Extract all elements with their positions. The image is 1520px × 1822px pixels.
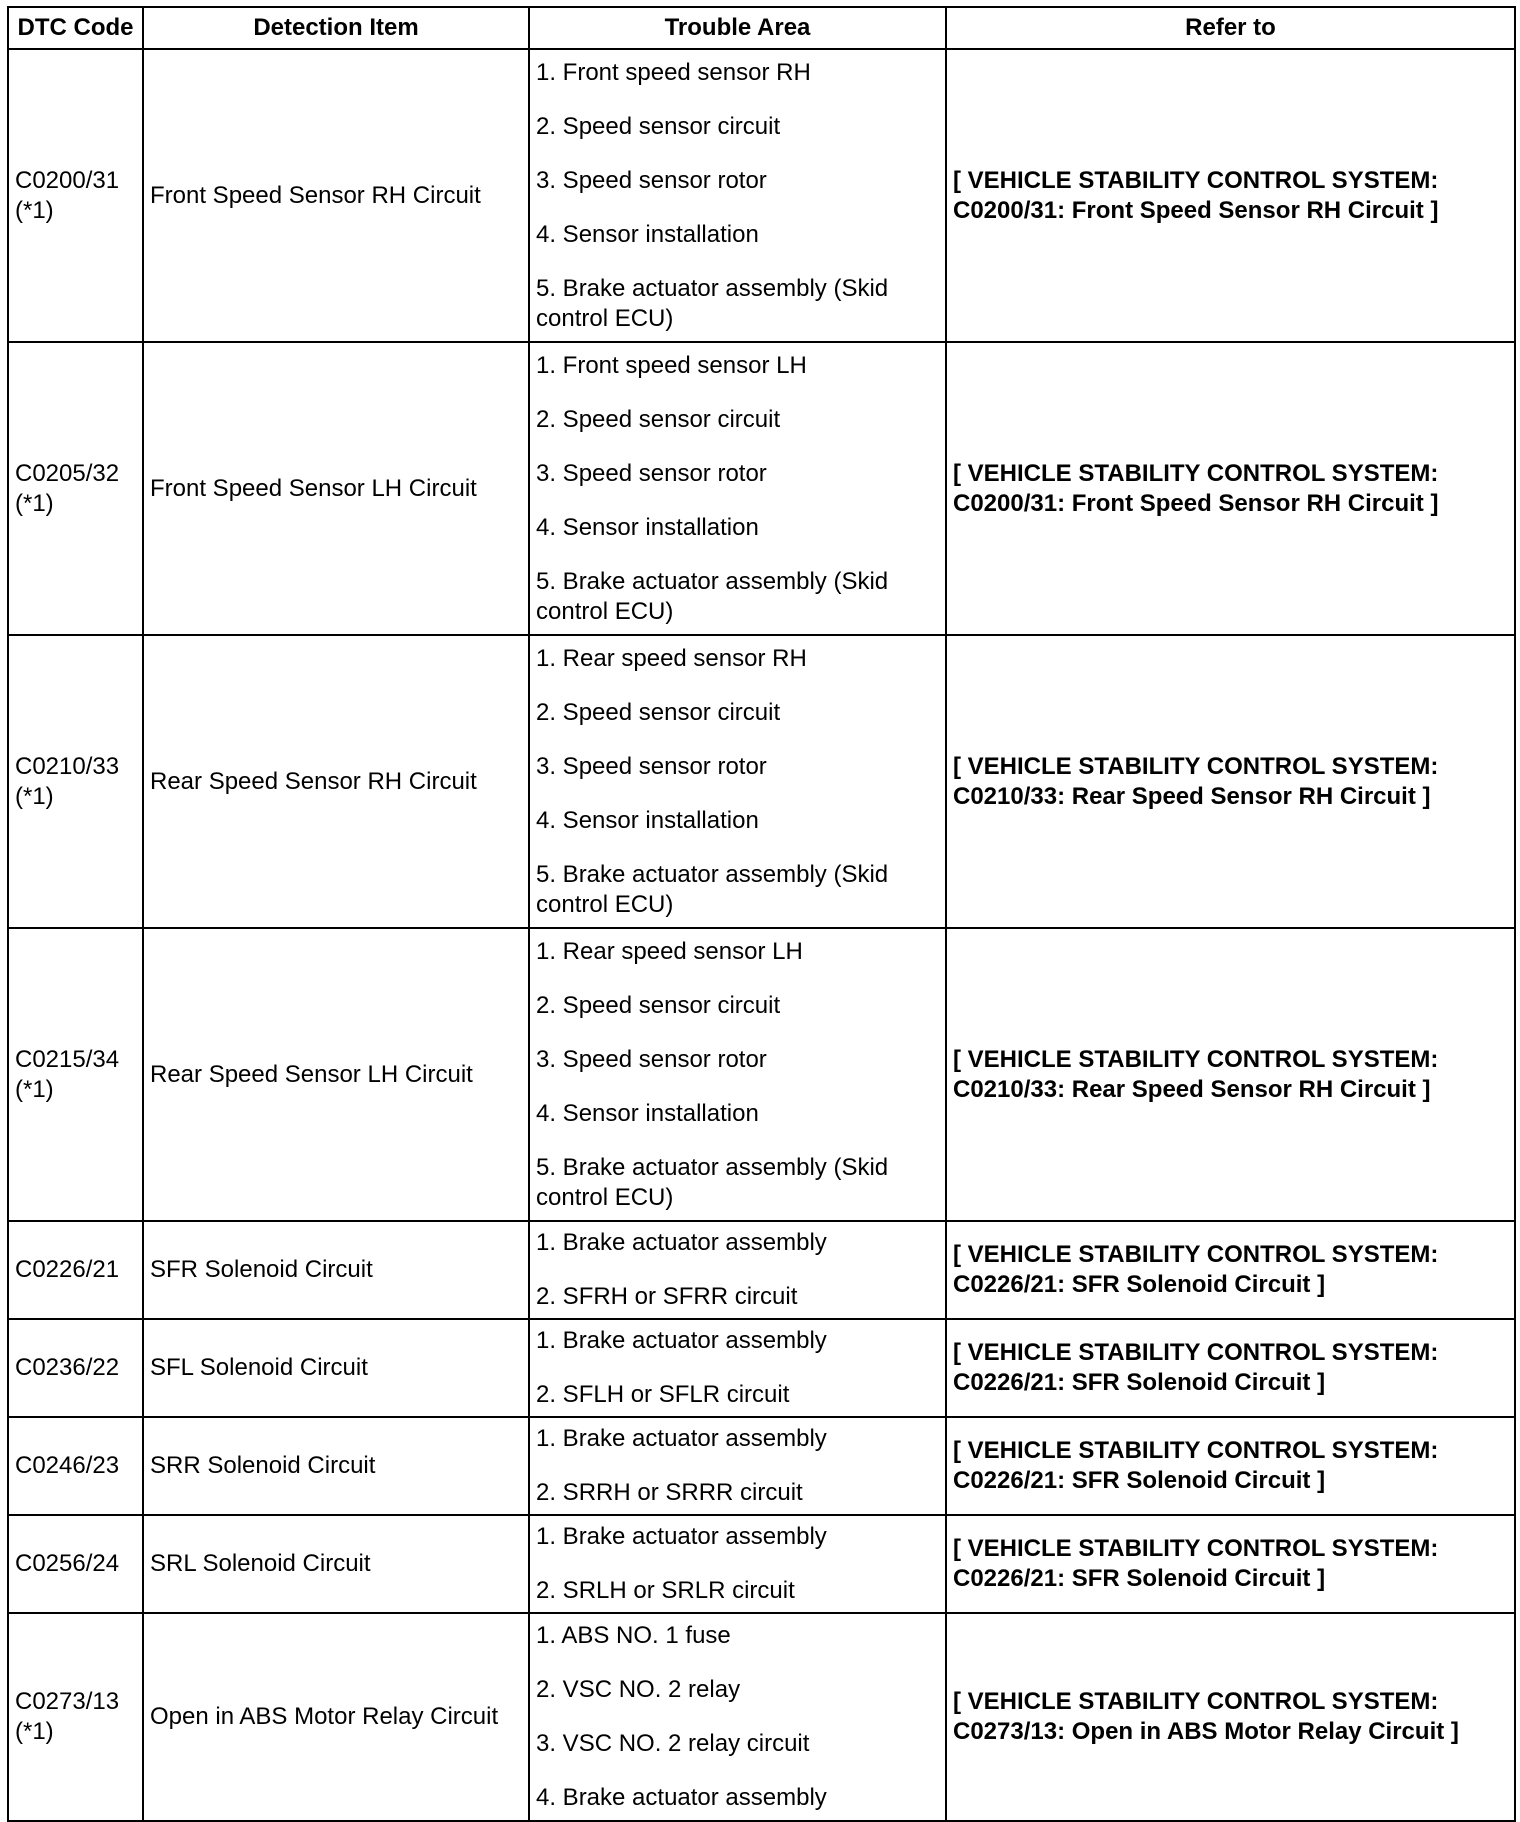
table-row: [8, 1613, 1515, 1821]
trouble-area-cell: [529, 635, 946, 928]
dtc-note: (*1): [15, 782, 54, 810]
trouble-area-item: 4. Sensor installation: [536, 513, 759, 541]
refer-to-link[interactable]: [ VEHICLE STABILITY CONTROL SYSTEM:: [953, 1339, 1439, 1366]
detection-item: SFL Solenoid Circuit: [143, 1319, 529, 1417]
dtc-code: C0210/33: [15, 752, 120, 780]
trouble-area-cell: [529, 1221, 946, 1319]
trouble-area-item: 2. SFRH or SFRR circuit: [536, 1283, 798, 1310]
dtc-code-cell: [8, 635, 143, 928]
dtc-code-cell: [8, 342, 143, 635]
trouble-area-item: 4. Sensor installation: [536, 1099, 759, 1127]
header-detection-item: Detection Item: [143, 7, 529, 49]
trouble-area-item: 5. Brake actuator assembly (Skid control ECU): [536, 274, 889, 332]
refer-to-link[interactable]: [ VEHICLE STABILITY CONTROL SYSTEM:: [953, 1535, 1439, 1562]
refer-to-link[interactable]: [ VEHICLE STABILITY CONTROL SYSTEM:: [953, 459, 1439, 487]
trouble-area-cell: [529, 1613, 946, 1821]
dtc-code: C0273/13: [15, 1688, 120, 1715]
refer-to-link[interactable]: [ VEHICLE STABILITY CONTROL SYSTEM:: [953, 1045, 1439, 1073]
table-row: [8, 928, 1515, 1221]
trouble-area-item: 3. VSC NO. 2 relay circuit: [536, 1730, 810, 1757]
dtc-code: C0246/23: [15, 1452, 120, 1479]
refer-to-cell[interactable]: [946, 1613, 1515, 1821]
trouble-area-item: 5. Brake actuator assembly (Skid control ECU): [536, 567, 889, 625]
refer-to-cell[interactable]: [946, 1417, 1515, 1515]
dtc-note: (*1): [15, 196, 54, 224]
table-row: [8, 1515, 1515, 1613]
refer-to-link[interactable]: C0226/21: SFR Solenoid Circuit ]: [953, 1271, 1326, 1298]
trouble-area-cell: [529, 49, 946, 342]
trouble-area-item: 1. Front speed sensor RH: [536, 58, 811, 86]
dtc-code: C0236/22: [15, 1354, 120, 1381]
dtc-note: (*1): [15, 1718, 54, 1745]
header-trouble-area: Trouble Area: [529, 7, 946, 49]
detection-item: Front Speed Sensor RH Circuit: [143, 49, 529, 342]
refer-to-cell[interactable]: [946, 635, 1515, 928]
table-row: [8, 342, 1515, 635]
table-row: [8, 49, 1515, 342]
detection-item: Rear Speed Sensor LH Circuit: [143, 928, 529, 1221]
detection-item: Rear Speed Sensor RH Circuit: [143, 635, 529, 928]
dtc-note: (*1): [15, 1075, 54, 1103]
trouble-area-item: 2. Speed sensor circuit: [536, 991, 781, 1019]
refer-to-cell[interactable]: [946, 342, 1515, 635]
trouble-area-item: 1. Brake actuator assembly: [536, 1229, 827, 1256]
trouble-area-cell: [529, 1319, 946, 1417]
trouble-area-item: 2. Speed sensor circuit: [536, 698, 781, 726]
trouble-area-item: 4. Sensor installation: [536, 220, 759, 248]
dtc-code-cell: [8, 1319, 143, 1417]
trouble-area-item: 4. Brake actuator assembly: [536, 1784, 827, 1811]
trouble-area-cell: [529, 928, 946, 1221]
refer-to-link[interactable]: [ VEHICLE STABILITY CONTROL SYSTEM:: [953, 1688, 1439, 1715]
trouble-area-item: 1. ABS NO. 1 fuse: [536, 1622, 731, 1649]
trouble-area-item: 1. Front speed sensor LH: [536, 351, 807, 379]
detection-item: SRL Solenoid Circuit: [143, 1515, 529, 1613]
trouble-area-item: 4. Sensor installation: [536, 806, 759, 834]
refer-to-cell[interactable]: [946, 1221, 1515, 1319]
dtc-code-cell: [8, 49, 143, 342]
refer-to-link[interactable]: C0210/33: Rear Speed Sensor RH Circuit ]: [953, 1075, 1431, 1103]
dtc-code: C0226/21: [15, 1256, 120, 1283]
table-row: [8, 635, 1515, 928]
table-row: [8, 1319, 1515, 1417]
refer-to-link[interactable]: C0226/21: SFR Solenoid Circuit ]: [953, 1565, 1326, 1592]
dtc-code: C0256/24: [15, 1550, 120, 1577]
header-dtc-code: DTC Code: [8, 7, 143, 49]
trouble-area-item: 5. Brake actuator assembly (Skid control ECU): [536, 860, 889, 918]
refer-to-link[interactable]: C0210/33: Rear Speed Sensor RH Circuit ]: [953, 782, 1431, 810]
refer-to-link[interactable]: C0200/31: Front Speed Sensor RH Circuit ]: [953, 196, 1439, 224]
dtc-code: C0215/34: [15, 1045, 120, 1073]
trouble-area-item: 1. Brake actuator assembly: [536, 1327, 827, 1354]
dtc-table: [7, 6, 1516, 1822]
detection-item: SFR Solenoid Circuit: [143, 1221, 529, 1319]
trouble-area-cell: [529, 1515, 946, 1613]
trouble-area-item: 2. SRLH or SRLR circuit: [536, 1577, 795, 1604]
refer-to-link[interactable]: C0226/21: SFR Solenoid Circuit ]: [953, 1467, 1326, 1494]
table-header: [8, 7, 1515, 49]
table-row: [8, 1417, 1515, 1515]
trouble-area-cell: [529, 1417, 946, 1515]
dtc-code-cell: [8, 1613, 143, 1821]
dtc-code: C0205/32: [15, 459, 120, 487]
trouble-area-item: 1. Rear speed sensor RH: [536, 644, 807, 672]
trouble-area-item: 5. Brake actuator assembly (Skid control ECU): [536, 1153, 889, 1211]
refer-to-link[interactable]: [ VEHICLE STABILITY CONTROL SYSTEM:: [953, 1437, 1439, 1464]
trouble-area-item: 1. Brake actuator assembly: [536, 1523, 827, 1550]
refer-to-link[interactable]: [ VEHICLE STABILITY CONTROL SYSTEM:: [953, 166, 1439, 194]
refer-to-link[interactable]: C0273/13: Open in ABS Motor Relay Circuit ]: [953, 1718, 1459, 1745]
dtc-code-cell: [8, 928, 143, 1221]
refer-to-link[interactable]: [ VEHICLE STABILITY CONTROL SYSTEM:: [953, 752, 1439, 780]
table-row: [8, 1221, 1515, 1319]
trouble-area-cell: [529, 342, 946, 635]
trouble-area-item: 3. Speed sensor rotor: [536, 459, 767, 487]
detection-item: Open in ABS Motor Relay Circuit: [143, 1613, 529, 1821]
refer-to-cell[interactable]: [946, 1319, 1515, 1417]
dtc-code-cell: [8, 1221, 143, 1319]
detection-item: Front Speed Sensor LH Circuit: [143, 342, 529, 635]
trouble-area-item: 2. SRRH or SRRR circuit: [536, 1479, 803, 1506]
trouble-area-item: 2. VSC NO. 2 relay: [536, 1676, 741, 1703]
trouble-area-item: 3. Speed sensor rotor: [536, 752, 767, 780]
header-refer-to: Refer to: [946, 7, 1515, 49]
trouble-area-item: 2. Speed sensor circuit: [536, 112, 781, 140]
trouble-area-item: 1. Brake actuator assembly: [536, 1425, 827, 1452]
dtc-code: C0200/31: [15, 166, 120, 194]
refer-to-link[interactable]: [ VEHICLE STABILITY CONTROL SYSTEM:: [953, 1241, 1439, 1268]
trouble-area-item: 2. SFLH or SFLR circuit: [536, 1381, 790, 1408]
dtc-note: (*1): [15, 489, 54, 517]
trouble-area-item: 1. Rear speed sensor LH: [536, 937, 803, 965]
trouble-area-item: 2. Speed sensor circuit: [536, 405, 781, 433]
refer-to-cell[interactable]: [946, 928, 1515, 1221]
trouble-area-item: 3. Speed sensor rotor: [536, 166, 767, 194]
refer-to-cell[interactable]: [946, 1515, 1515, 1613]
trouble-area-item: 3. Speed sensor rotor: [536, 1045, 767, 1073]
refer-to-link[interactable]: C0200/31: Front Speed Sensor RH Circuit ]: [953, 489, 1439, 517]
refer-to-link[interactable]: C0226/21: SFR Solenoid Circuit ]: [953, 1369, 1326, 1396]
dtc-code-cell: [8, 1515, 143, 1613]
detection-item: SRR Solenoid Circuit: [143, 1417, 529, 1515]
dtc-code-cell: [8, 1417, 143, 1515]
table-body: [8, 49, 1515, 1821]
refer-to-cell[interactable]: [946, 49, 1515, 342]
